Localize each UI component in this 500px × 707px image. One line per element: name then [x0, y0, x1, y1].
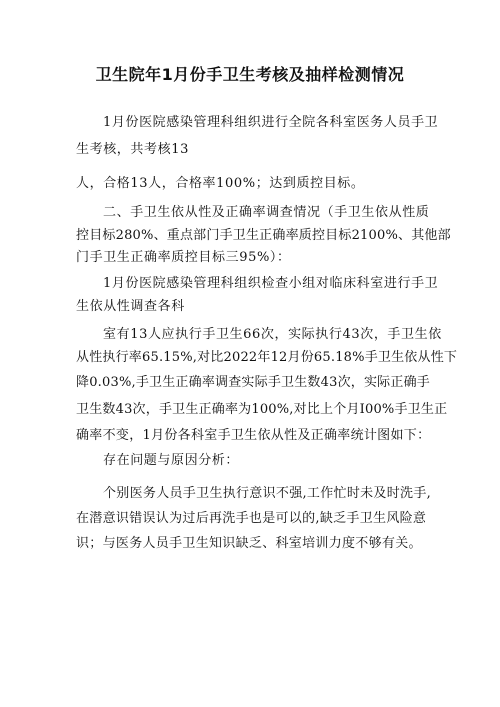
paragraph-line: 存在问题与原因分析：	[103, 453, 240, 468]
paragraph-line: 室有13人应执行手卫生66次，实际执行43次，手卫生依	[103, 327, 442, 342]
paragraph-line: 个别医务人员手卫生执行意识不强,工作忙时未及时洗手,	[103, 486, 432, 501]
paragraph-line: 确率不变，1月份各科室手卫生依从性及正确率统计图如下：	[76, 428, 431, 443]
paragraph-line: 二、手卫生依从性及正确率调查情况（手卫生依从性质	[103, 205, 430, 220]
paragraph-line: 生依从性调查各科	[76, 299, 185, 314]
paragraph-line: 从性执行率65.15%,对比2022年12月份65.18%手卫生依从性下	[76, 350, 458, 365]
paragraph-line: 生考核，共考核13	[76, 142, 189, 157]
paragraph-line: 1月份医院感染管理科组织检查小组对临床科室进行手卫	[103, 276, 439, 291]
paragraph-line: 识；与医务人员手卫生知识缺乏、科室培训力度不够有关。	[76, 536, 422, 551]
paragraph-line: 门手卫生正确率质控目标三95%）：	[76, 250, 291, 265]
document-title: 卫生院年1月份手卫生考核及抽样检测情况	[95, 65, 405, 84]
paragraph-line: 卫生数43次，手卫生正确率为100%,对比上个月I00%手卫生正	[76, 402, 448, 417]
paragraph-line: 控目标280%、重点部门手卫生正确率质控目标2100%、其他部	[76, 228, 451, 243]
paragraph-line: 降0.03%,手卫生正确率调查实际手卫生数43次，实际正确手	[76, 375, 430, 390]
paragraph-line: 在潜意识错误认为过后再洗手也是可以的,缺乏手卫生风险意	[76, 511, 427, 526]
paragraph-line: 1月份医院感染管理科组织进行全院各科室医务人员手卫	[103, 115, 439, 130]
paragraph-line: 人，合格13人，合格率100%；达到质控目标。	[76, 176, 365, 191]
